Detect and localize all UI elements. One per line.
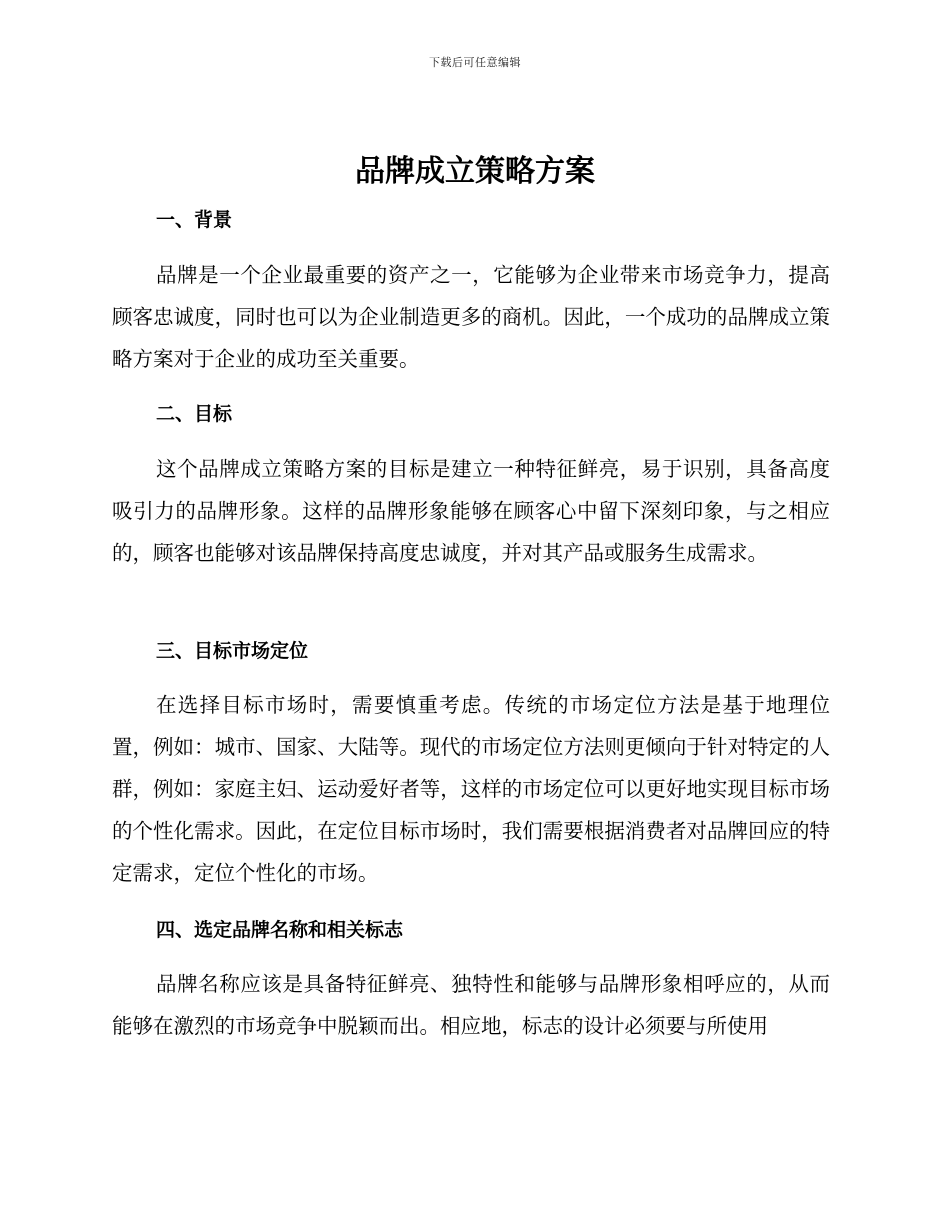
section-body-goal: 这个品牌成立策略方案的目标是建立一种特征鲜亮，易于识别，具备高度吸引力的品牌形象。这样的品牌形象能够在顾客心中留下深刻印象，与之相应的，顾客也能够对该品牌保持高度忠诚度，并对其产品或服务生成需求。 xyxy=(112,457,830,565)
section-body-background: 品牌是一个企业最重要的资产之一，它能够为企业带来市场竞争力，提高顾客忠诚度，同时也可以为企业制造更多的商机。因此，一个成功的品牌成立策略方案对于企业的成功至关重要。 xyxy=(112,263,830,371)
section-heading-background: 一、背景 xyxy=(156,209,233,231)
section-heading-goal: 二、目标 xyxy=(156,403,233,425)
section-body-market-positioning: 在选择目标市场时，需要慎重考虑。传统的市场定位方法是基于地理位置，例如：城市、国家、大陆等。现代的市场定位方法则更倾向于针对特定的人群，例如：家庭主妇、运动爱好者等，这样的市场定位可以更好地实现目标市场的个性化需求。因此，在定位目标市场时，我们需要根据消费者对品牌回应的特定需求，定位个性化的市场。 xyxy=(112,693,830,885)
section-heading-market-positioning: 三、目标市场定位 xyxy=(156,640,309,662)
section-heading-brand-name-and-logo: 四、选定品牌名称和相关标志 xyxy=(156,919,404,941)
document-title: 品牌成立策略方案 xyxy=(355,154,595,189)
header-note: 下载后可任意编辑 xyxy=(429,56,521,69)
section-body-brand-name-and-logo: 品牌名称应该是具备特征鲜亮、独特性和能够与品牌形象相呼应的，从而能够在激烈的市场竞争中脱颖而出。相应地，标志的设计必须要与所使用 xyxy=(112,972,830,1038)
